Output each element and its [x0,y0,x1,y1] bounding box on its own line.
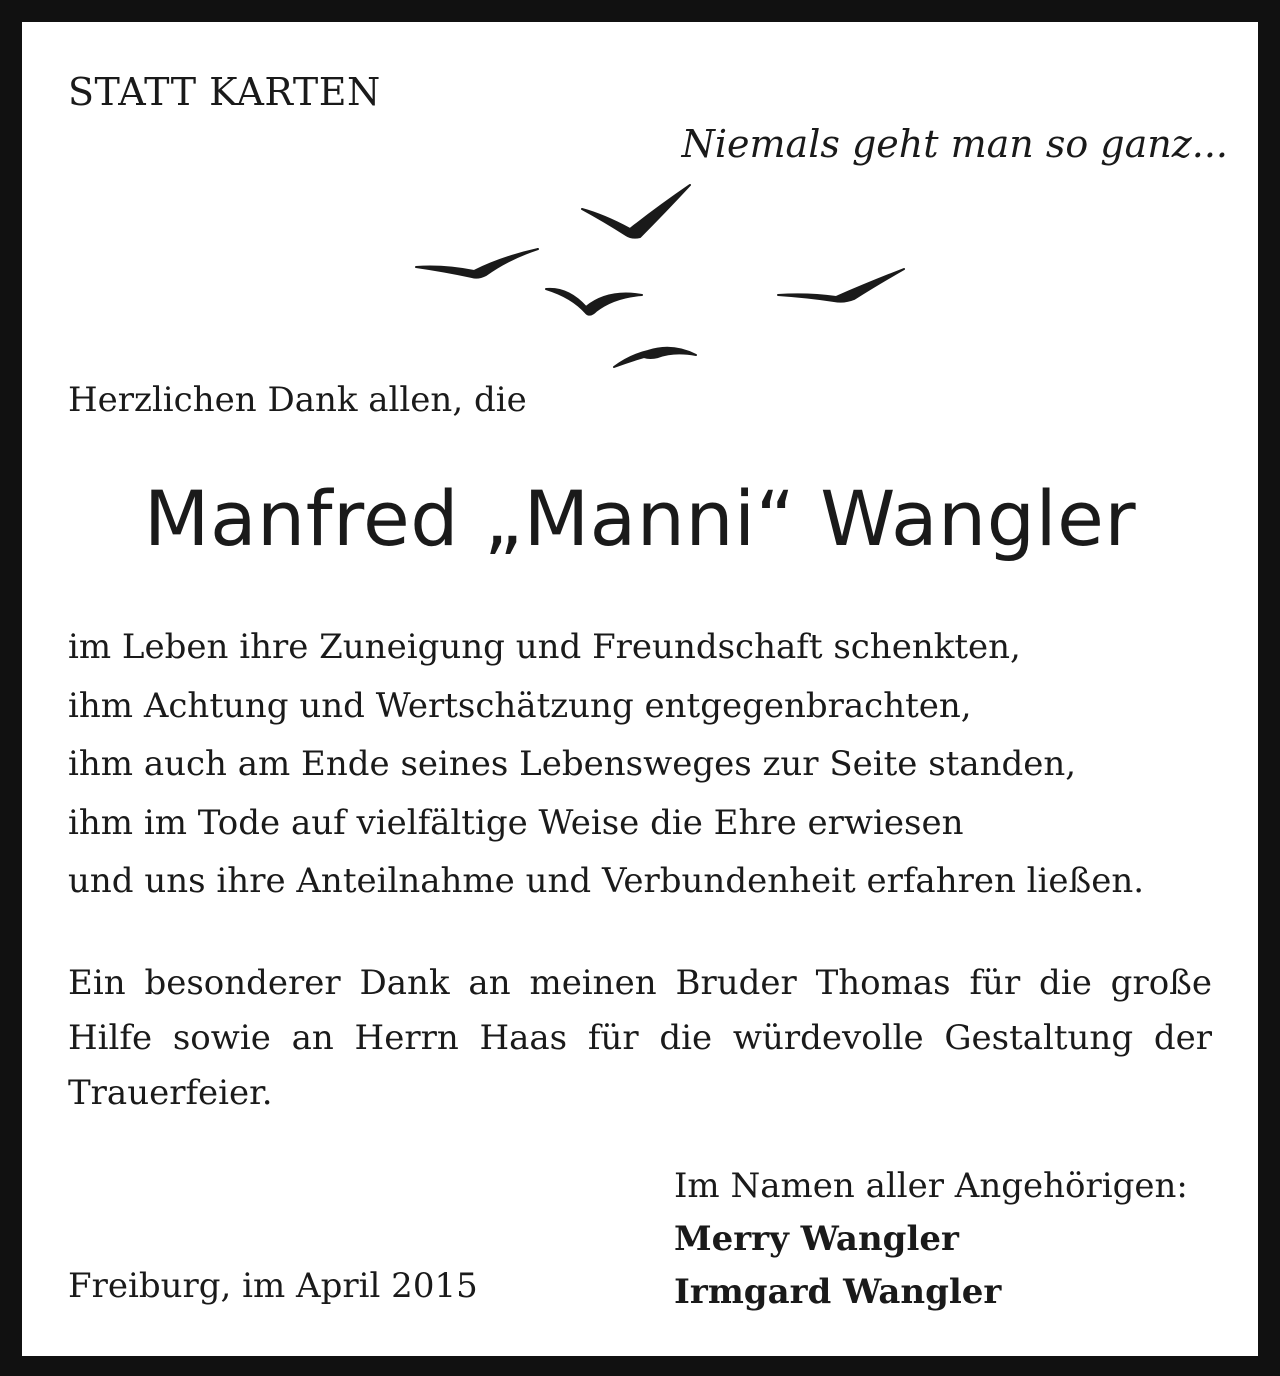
thanks-line: ihm auch am Ende seines Lebensweges zur Seite standen, [68,744,1077,784]
thanks-lines [68,618,1144,911]
thanks-line: ihm im Tode auf vielfältige Weise die Ehre erwiesen [68,802,964,843]
thanks-line: und uns ihre Anteilnahme und Verbundenheit erfahren ließen. [68,861,1145,901]
motto-quote: Niemals geht man so ganz... [681,122,1228,166]
closing-block [674,1160,1188,1319]
obituary-card [22,22,1258,1356]
statt-karten-label: STATT KARTEN [68,70,381,114]
thanks-line: ihm Achtung und Wertschätzung entgegenbrachten, [68,685,972,726]
place-date: Freiburg, im April 2015 [68,1266,478,1306]
special-thanks-paragraph: Ein besonderer Dank an meinen Bruder Thomas für die große Hilfe sowie an Herrn Haas für die würdevolle Gestaltung der Trauerfeier. [68,963,1212,1113]
on-behalf-text: Im Namen aller Angehörigen: [674,1166,1188,1206]
signer-name: Irmgard Wangler [674,1272,1002,1312]
birds-illustration [382,157,922,377]
thanks-line: im Leben ihre Zuneigung und Freundschaft schenkten, [68,627,1021,667]
signer-name: Merry Wangler [674,1219,959,1259]
intro-text: Herzlichen Dank allen, die [68,380,527,420]
deceased-name: Manfred „Manni“ Wangler [143,474,1137,563]
